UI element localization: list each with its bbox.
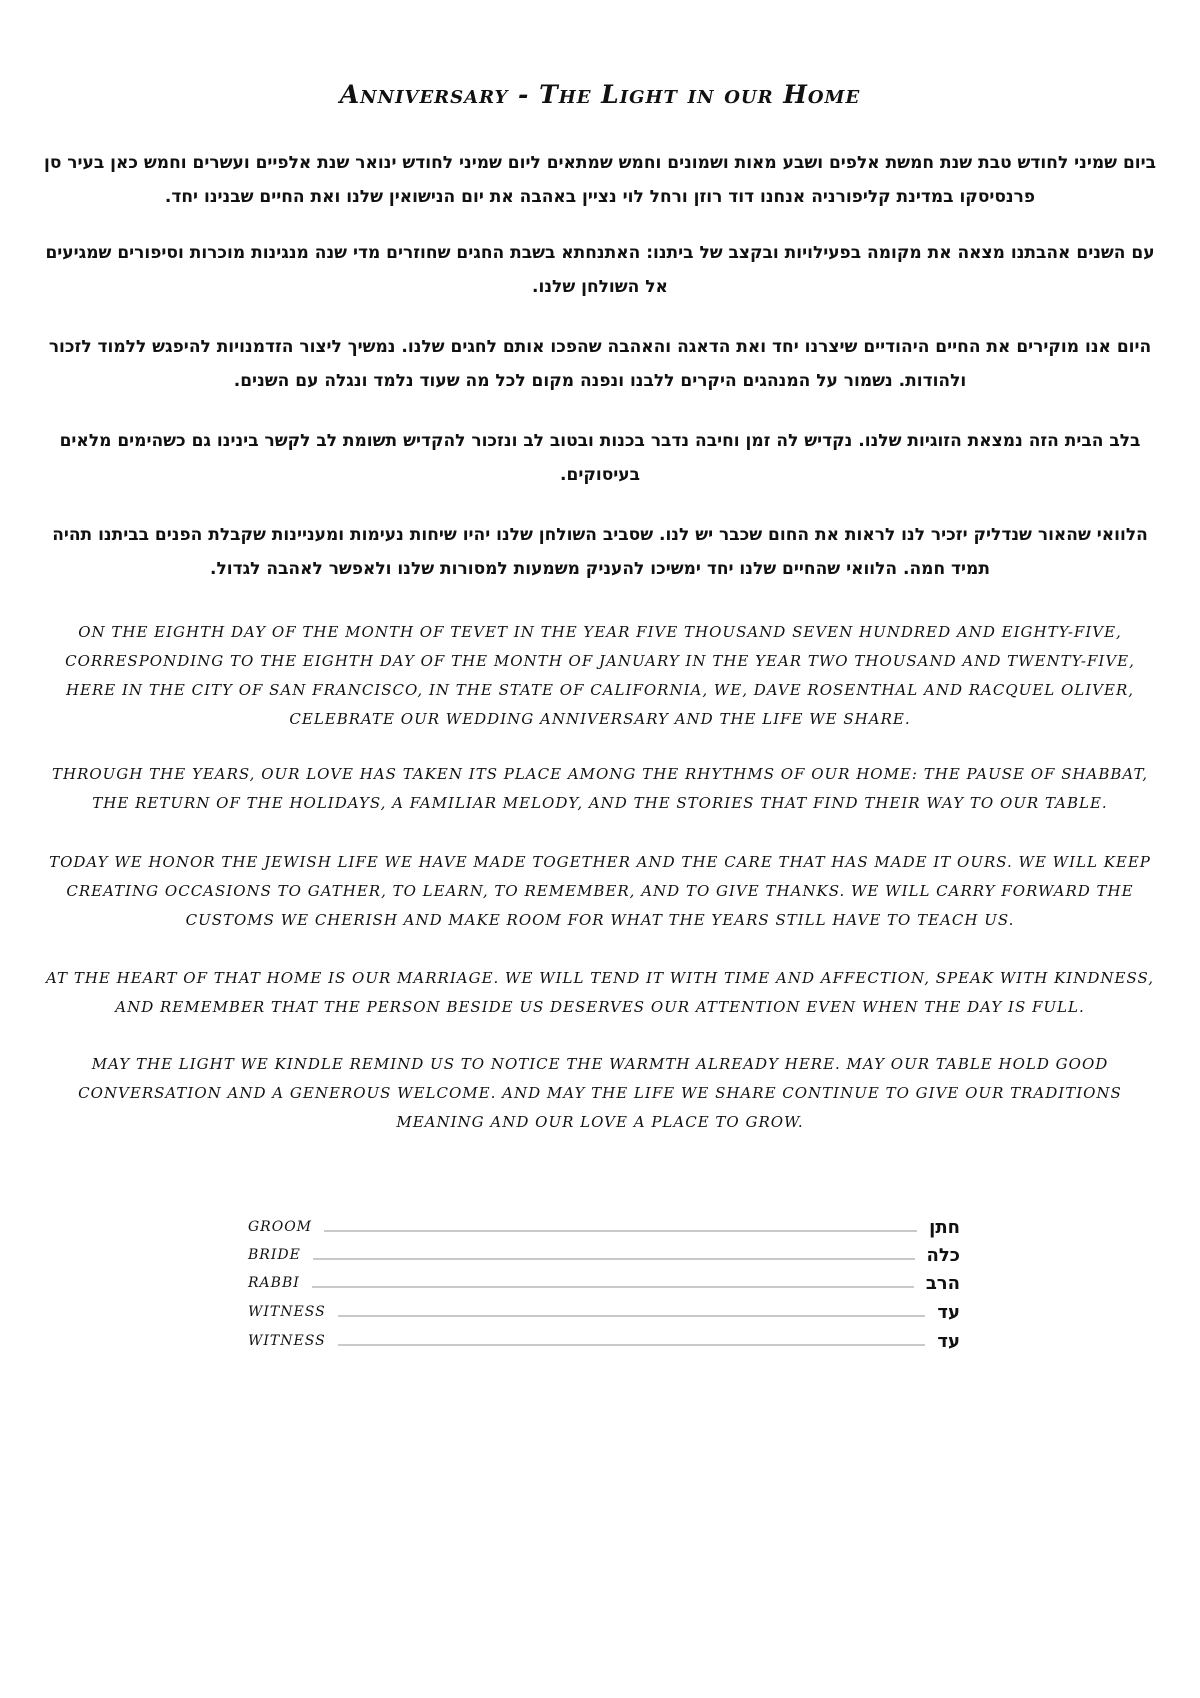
english-paragraph-2: THROUGH THE YEARS, OUR LOVE HAS TAKEN ITS PLACE AMONG THE RHYTHMS OF OUR HOME: THE PAUSE OF SHABBAT, THE RETURN OF THE HOLIDAYS, A FAMILIAR MELODY, AND THE STORIES THAT FIND THEIR WAY TO OUR TABLE. (51, 765, 1149, 812)
english-paragraph-5: MAY THE LIGHT WE KINDLE REMIND US TO NOTICE THE WARMTH ALREADY HERE. MAY OUR TABLE HOLD GOOD CONVERSATION AND A GENEROUS WELCOME. AND MAY THE LIFE WE SHARE CONTINUE TO GIVE OUR TRADITIONS MEANING AND OUR LOVE A PLACE TO GROW. (78, 1055, 1122, 1131)
hebrew-paragraph-4: בלב הבית הזה נמצאת הזוגיות שלנו. נקדיש לה זמן וחיבה נדבר בכנות ובטוב לב ונזכור להקדיש תשומת לב לקשר בינינו גם כשהימים מלאים בעיסוקים. (59, 431, 1141, 485)
hebrew-paragraph-1: ביום שמיני לחודש טבת שנת חמשת אלפים ושבע מאות ושמונים וחמש שמתאים ליום שמיני לחודש ינואר שנת אלפיים ועשרים וחמש כאן בעיר סן פרנסיסקו במדינת קליפורניה אנחנו דוד רוזן ורחל לוי נציין באהבה את יום הנישואין שלנו ואת החיים שבנינו יחד. (43, 153, 1157, 207)
signature-label-he: חתן (929, 1216, 960, 1238)
signature-label-en: WITNESS (248, 1333, 326, 1349)
signature-label-he: עד (937, 1301, 960, 1323)
signature-row-witness-2 (248, 1328, 960, 1354)
signature-label-he: עד (937, 1330, 960, 1352)
signature-label-he: כלה (926, 1244, 960, 1266)
signature-row-bride (248, 1242, 960, 1268)
signature-row-rabbi (248, 1270, 960, 1296)
hebrew-paragraph-3: היום אנו מוקירים את החיים היהודיים שיצרנו יחד ואת הדאגה והאהבה שהפכו אותם לחגים שלנו. נמשיך ליצור הזדמנויות להיפגש ללמוד לזכור ולהודות. נשמור על המנהגים היקרים ללבנו ונפנה מקום לכל מה שעוד נלמד ונגלה עם השנים. (48, 337, 1152, 391)
signature-label-en: GROOM (248, 1219, 313, 1235)
signature-label-en: BRIDE (248, 1247, 301, 1263)
signature-line[interactable] (338, 1315, 926, 1317)
english-paragraph-1: ON THE EIGHTH DAY OF THE MONTH OF TEVET IN THE YEAR FIVE THOUSAND SEVEN HUNDRED AND EIGHTY-FIVE, CORRESPONDING TO THE EIGHTH DAY OF THE MONTH OF JANUARY IN THE YEAR TWO THOUSAND AND TWENTY-FIVE, HERE IN THE CITY OF SAN FRANCISCO, IN THE STATE OF CALIFORNIA, WE, DAVE ROSENTHAL AND RACQUEL OLIVER, CELEBRATE OUR WEDDING ANNIVERSARY AND THE LIFE WE SHARE. (65, 623, 1135, 728)
english-paragraph-4: AT THE HEART OF THAT HOME IS OUR MARRIAGE. WE WILL TEND IT WITH TIME AND AFFECTION, SPEAK WITH KINDNESS, AND REMEMBER THAT THE PERSON BESIDE US DESERVES OUR ATTENTION EVEN WHEN THE DAY IS FULL. (46, 969, 1154, 1016)
signature-line[interactable] (312, 1286, 914, 1288)
signature-line[interactable] (313, 1258, 915, 1260)
signature-row-witness-1 (248, 1299, 960, 1325)
signature-row-groom (248, 1214, 960, 1240)
signature-label-he: הרב (925, 1272, 960, 1294)
document-title: Anniversary - The Light in our Home (339, 80, 861, 109)
signature-line[interactable] (338, 1344, 926, 1346)
english-paragraph-3: TODAY WE HONOR THE JEWISH LIFE WE HAVE MADE TOGETHER AND THE CARE THAT HAS MADE IT OURS. WE WILL KEEP CREATING OCCASIONS TO GATHER, TO LEARN, TO REMEMBER, AND TO GIVE THANKS. WE WILL CARRY FORWARD THE CUSTOMS WE CHERISH AND MAKE ROOM FOR WHAT THE YEARS STILL HAVE TO TEACH US. (49, 853, 1151, 929)
signature-label-en: RABBI (248, 1275, 300, 1291)
hebrew-paragraph-2: עם השנים אהבתנו מצאה את מקומה בפעילויות ובקצב של ביתנו: האתנחתא בשבת החגים שחוזרים מדי שנה מנגינות מוכרות וסיפורים שמגיעים אל השולחן שלנו. (45, 243, 1155, 297)
signature-label-en: WITNESS (248, 1304, 326, 1320)
hebrew-paragraph-5: הלוואי שהאור שנדליק יזכיר לנו לראות את החום שכבר יש לנו. שסביב השולחן שלנו יהיו שיחות נעימות ומעניינות שקבלת הפנים בביתנו תהיה תמיד חמה. הלוואי שהחיים שלנו יחד ימשיכו להעניק משמעות למסורות שלנו ולאפשר לאהבה לגדול. (52, 525, 1148, 579)
signature-line[interactable] (324, 1230, 917, 1232)
